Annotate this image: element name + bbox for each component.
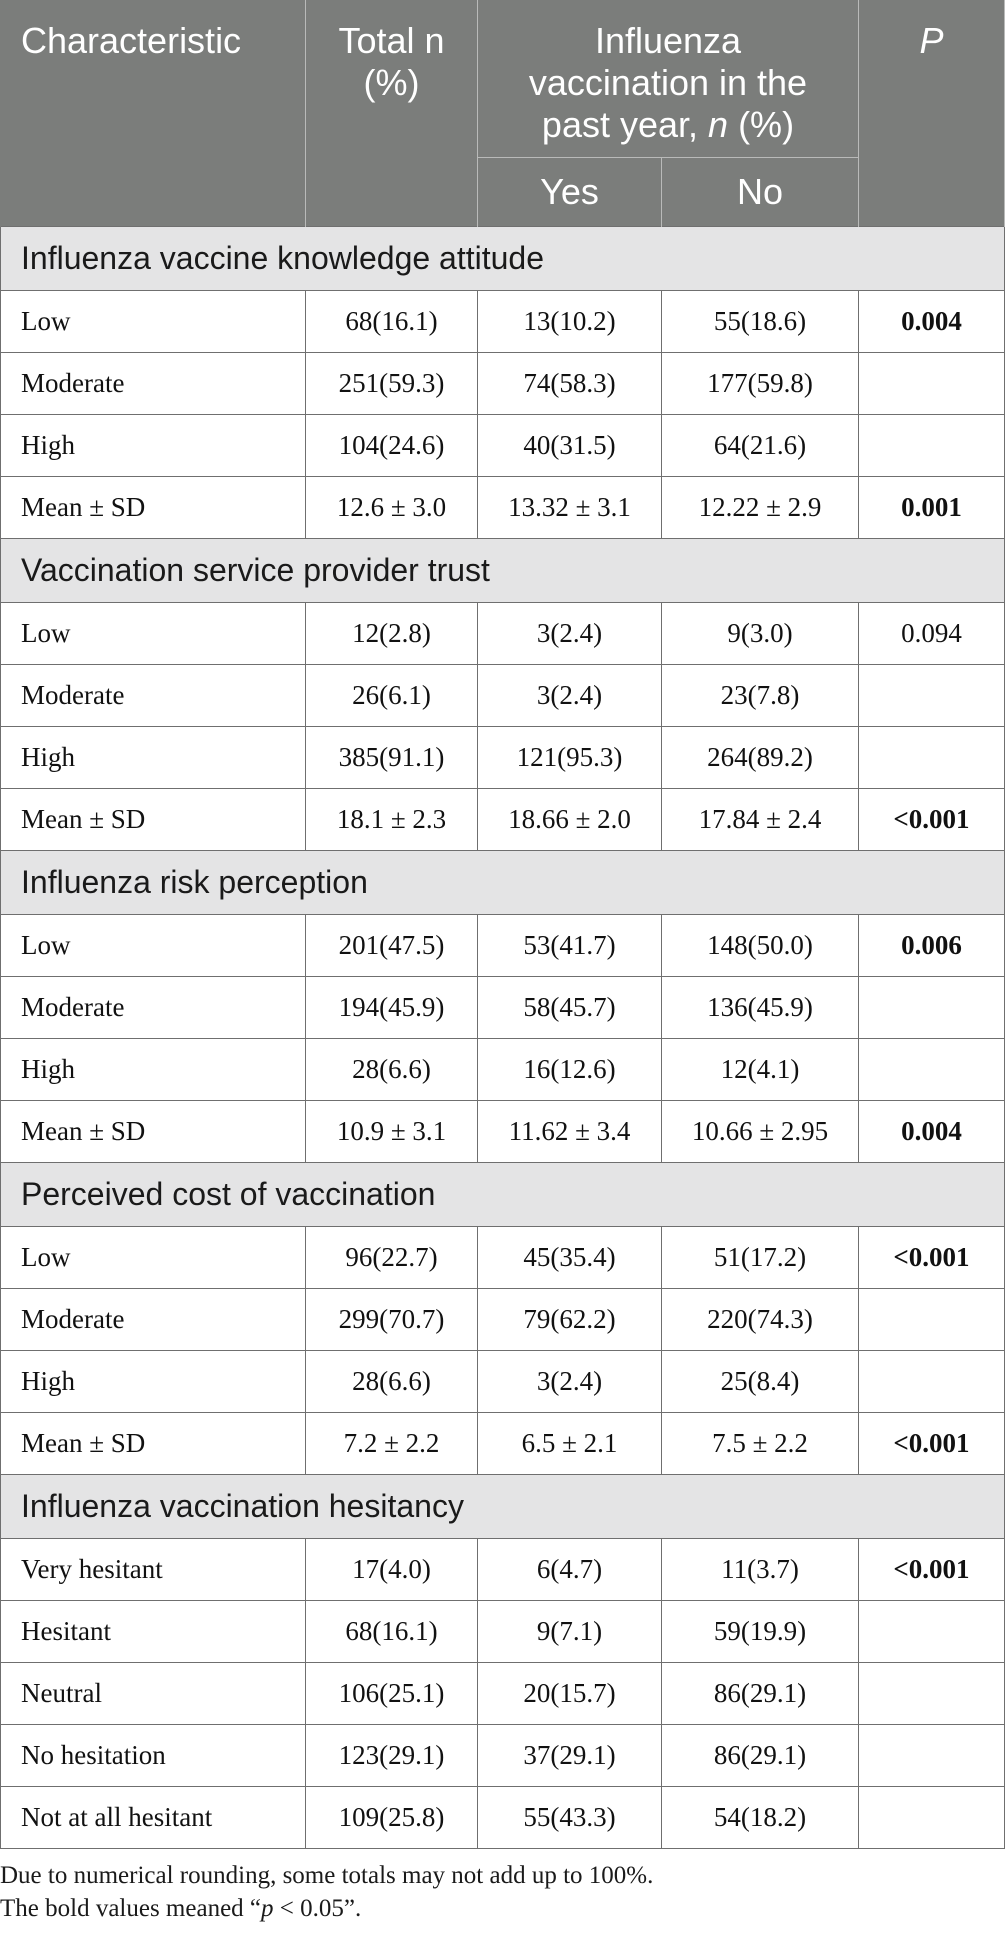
total-cell: 12.6 ± 3.0 [306,477,478,539]
yes-cell: 18.66 ± 2.0 [478,789,662,851]
table-row [1,477,1005,539]
header-total-line2: (%) [363,62,420,103]
yes-cell: 16(12.6) [478,1039,662,1101]
row-label: Mean ± SD [1,789,306,851]
header-vacc-line2: vaccination in the [528,62,808,103]
table-row [1,665,1005,727]
row-label: Hesitant [1,1601,306,1663]
total-cell: 26(6.1) [306,665,478,727]
row-label: Mean ± SD [1,477,306,539]
row-label: Moderate [1,1289,306,1351]
header-total [306,0,478,227]
yes-cell: 58(45.7) [478,977,662,1039]
section-title: Vaccination service provider trust [1,539,1005,603]
yes-cell: 6(4.7) [478,1539,662,1601]
yes-cell: 3(2.4) [478,1351,662,1413]
p-value-cell: <0.001 [859,789,1005,851]
total-cell: 385(91.1) [306,727,478,789]
yes-cell: 3(2.4) [478,665,662,727]
no-cell: 11(3.7) [662,1539,859,1601]
yes-cell: 13.32 ± 3.1 [478,477,662,539]
p-value-cell [859,727,1005,789]
yes-cell: 6.5 ± 2.1 [478,1413,662,1475]
table-row [1,1227,1005,1289]
no-cell: 54(18.2) [662,1787,859,1849]
section-row [1,227,1005,291]
row-label: Moderate [1,353,306,415]
total-cell: 10.9 ± 3.1 [306,1101,478,1163]
row-label: High [1,1351,306,1413]
yes-cell: 3(2.4) [478,603,662,665]
p-value-cell: <0.001 [859,1539,1005,1601]
header-characteristic: Characteristic [1,0,306,227]
no-cell: 55(18.6) [662,291,859,353]
table-body [1,227,1005,1849]
total-cell: 251(59.3) [306,353,478,415]
section-title: Influenza vaccination hesitancy [1,1475,1005,1539]
no-cell: 12(4.1) [662,1039,859,1101]
row-label: Very hesitant [1,1539,306,1601]
no-cell: 51(17.2) [662,1227,859,1289]
yes-cell: 53(41.7) [478,915,662,977]
p-value-cell: 0.001 [859,477,1005,539]
no-cell: 7.5 ± 2.2 [662,1413,859,1475]
total-cell: 201(47.5) [306,915,478,977]
total-cell: 17(4.0) [306,1539,478,1601]
row-label: Low [1,1227,306,1289]
row-label: Not at all hesitant [1,1787,306,1849]
p-value-cell [859,1787,1005,1849]
row-label: Mean ± SD [1,1413,306,1475]
yes-cell: 37(29.1) [478,1725,662,1787]
row-label: High [1,727,306,789]
p-value-cell [859,1351,1005,1413]
header-p: P [859,0,1005,227]
p-value-cell [859,977,1005,1039]
no-cell: 9(3.0) [662,603,859,665]
yes-cell: 40(31.5) [478,415,662,477]
total-cell: 299(70.7) [306,1289,478,1351]
table-row [1,291,1005,353]
no-cell: 64(21.6) [662,415,859,477]
total-cell: 104(24.6) [306,415,478,477]
no-cell: 136(45.9) [662,977,859,1039]
table-row [1,1725,1005,1787]
row-label: Mean ± SD [1,1101,306,1163]
header-vaccination [478,0,859,158]
section-title: Influenza risk perception [1,851,1005,915]
p-value-cell [859,665,1005,727]
no-cell: 86(29.1) [662,1663,859,1725]
no-cell: 12.22 ± 2.9 [662,477,859,539]
total-cell: 106(25.1) [306,1663,478,1725]
total-cell: 194(45.9) [306,977,478,1039]
yes-cell: 45(35.4) [478,1227,662,1289]
no-cell: 220(74.3) [662,1289,859,1351]
total-cell: 68(16.1) [306,1601,478,1663]
row-label: High [1,415,306,477]
no-cell: 23(7.8) [662,665,859,727]
header-vacc-line1: Influenza [594,20,742,61]
total-cell: 96(22.7) [306,1227,478,1289]
footnote-rounding: Due to numerical rounding, some totals may not add up to 100%. [0,1862,654,1889]
p-value-cell [859,1725,1005,1787]
table-row [1,1601,1005,1663]
section-row [1,539,1005,603]
p-value-cell [859,1039,1005,1101]
section-row [1,1163,1005,1227]
table-row [1,603,1005,665]
p-value-cell: 0.006 [859,915,1005,977]
table-row [1,1101,1005,1163]
table-row [1,1663,1005,1725]
total-cell: 123(29.1) [306,1725,478,1787]
section-row [1,851,1005,915]
footnote-bold: The bold values meaned “p < 0.05”. [0,1895,362,1922]
yes-cell: 55(43.3) [478,1787,662,1849]
p-value-cell: 0.094 [859,603,1005,665]
row-label: No hesitation [1,1725,306,1787]
no-cell: 177(59.8) [662,353,859,415]
no-cell: 10.66 ± 2.95 [662,1101,859,1163]
header-vacc-line3: past year, n (%) [541,104,795,145]
header-total-line1: Total n [338,20,445,61]
table-header [1,0,1005,227]
row-label: Low [1,603,306,665]
row-label: Neutral [1,1663,306,1725]
table-row [1,1539,1005,1601]
yes-cell: 11.62 ± 3.4 [478,1101,662,1163]
header-yes: Yes [478,158,662,227]
yes-cell: 79(62.2) [478,1289,662,1351]
total-cell: 18.1 ± 2.3 [306,789,478,851]
no-cell: 148(50.0) [662,915,859,977]
yes-cell: 9(7.1) [478,1601,662,1663]
row-label: Moderate [1,977,306,1039]
table-row [1,727,1005,789]
yes-cell: 121(95.3) [478,727,662,789]
table-footnotes [0,1859,1005,1925]
table-row [1,1039,1005,1101]
table-row [1,1787,1005,1849]
row-label: Moderate [1,665,306,727]
total-cell: 28(6.6) [306,1039,478,1101]
section-title: Perceived cost of vaccination [1,1163,1005,1227]
table-row [1,977,1005,1039]
header-no: No [662,158,859,227]
table-row [1,353,1005,415]
total-cell: 109(25.8) [306,1787,478,1849]
p-value-cell: 0.004 [859,1101,1005,1163]
p-value-cell: <0.001 [859,1413,1005,1475]
total-cell: 68(16.1) [306,291,478,353]
no-cell: 25(8.4) [662,1351,859,1413]
no-cell: 59(19.9) [662,1601,859,1663]
total-cell: 28(6.6) [306,1351,478,1413]
no-cell: 17.84 ± 2.4 [662,789,859,851]
p-value-cell [859,415,1005,477]
yes-cell: 13(10.2) [478,291,662,353]
table-row [1,1413,1005,1475]
section-row [1,1475,1005,1539]
p-value-cell [859,1601,1005,1663]
p-value-cell [859,1663,1005,1725]
total-cell: 7.2 ± 2.2 [306,1413,478,1475]
no-cell: 264(89.2) [662,727,859,789]
table-row [1,1289,1005,1351]
table-row [1,415,1005,477]
row-label: Low [1,915,306,977]
row-label: Low [1,291,306,353]
yes-cell: 74(58.3) [478,353,662,415]
total-cell: 12(2.8) [306,603,478,665]
p-value-cell: 0.004 [859,291,1005,353]
no-cell: 86(29.1) [662,1725,859,1787]
table-row [1,915,1005,977]
table-row [1,1351,1005,1413]
p-value-cell [859,353,1005,415]
row-label: High [1,1039,306,1101]
yes-cell: 20(15.7) [478,1663,662,1725]
section-title: Influenza vaccine knowledge attitude [1,227,1005,291]
p-value-cell: <0.001 [859,1227,1005,1289]
p-value-cell [859,1289,1005,1351]
table-row [1,789,1005,851]
